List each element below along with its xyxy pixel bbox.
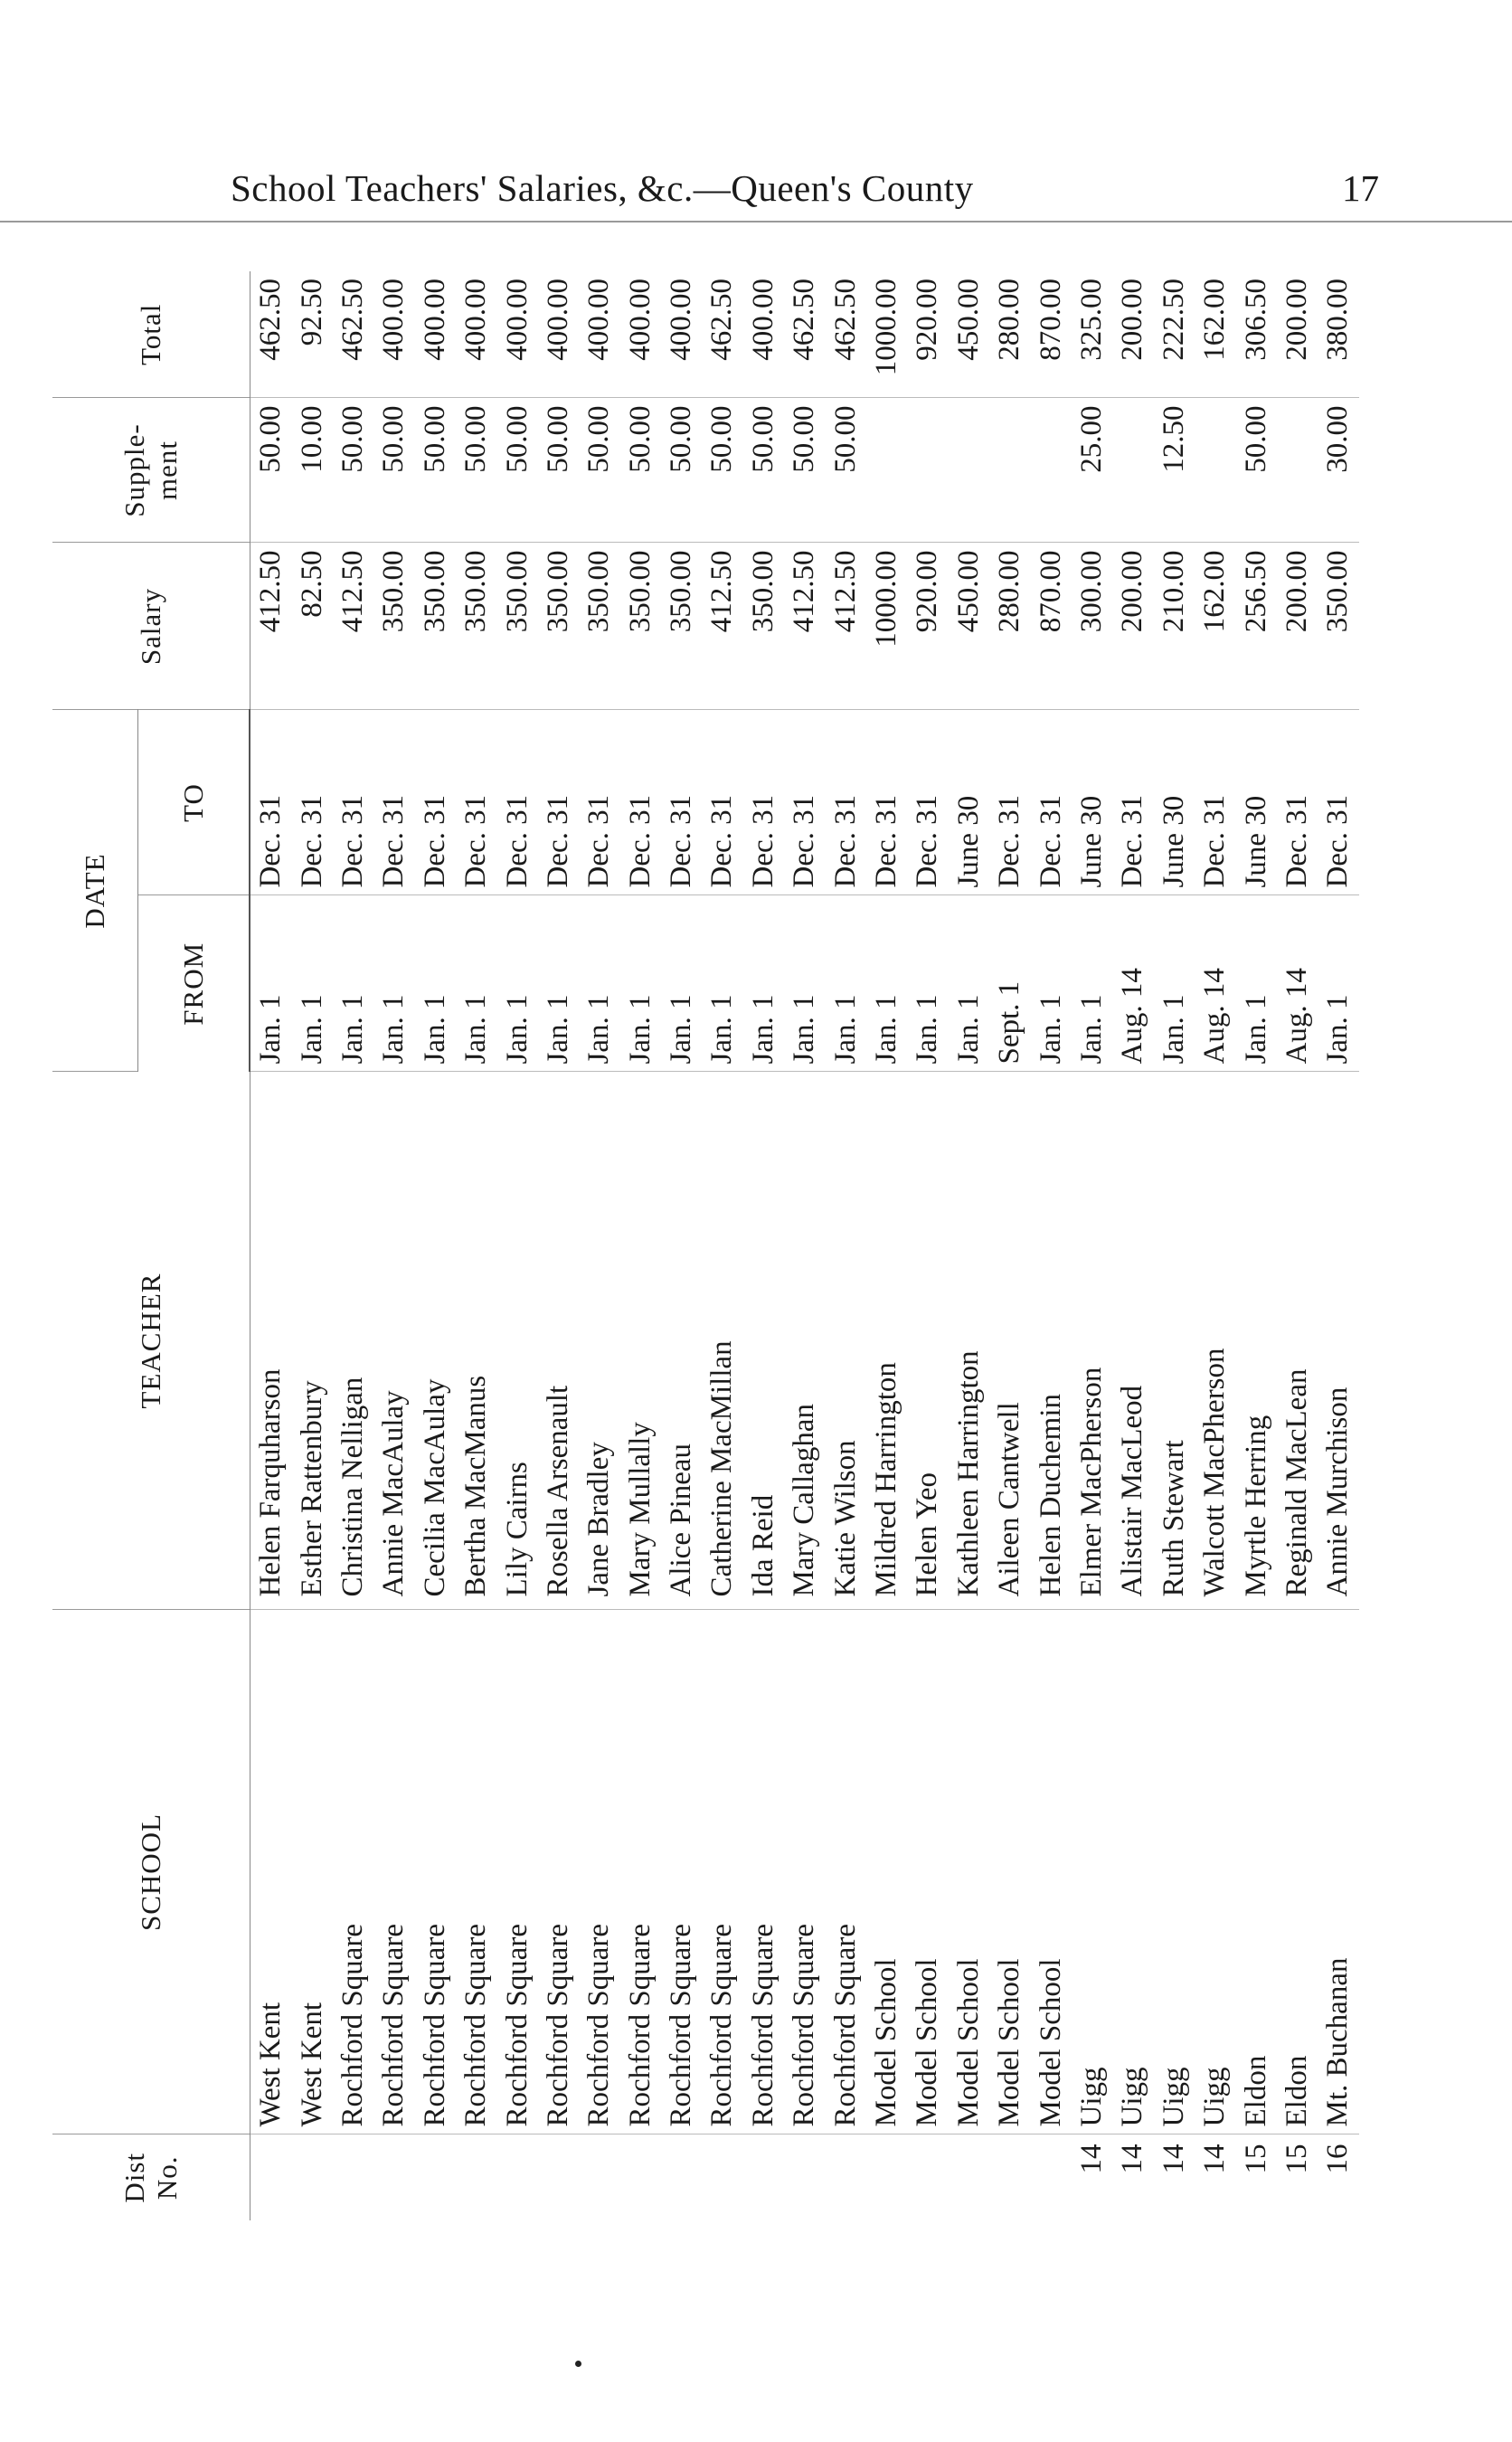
teacher-cell: Mary Callaghan	[784, 1072, 825, 1610]
school-cell: Uigg	[1072, 1610, 1112, 2134]
date-to-cell: Dec. 31	[579, 710, 619, 895]
school-cell: Model School	[866, 1610, 907, 2134]
supplement-cell: 50.00	[620, 398, 661, 543]
dist-cell	[949, 2134, 989, 2220]
salary-cell: 450.00	[949, 543, 989, 710]
school-cell: Rochford Square	[496, 1610, 537, 2134]
salary-cell: 82.50	[291, 543, 332, 710]
school-cell: West Kent	[250, 1610, 291, 2134]
date-to-cell: Dec. 31	[989, 710, 1030, 895]
total-cell: 400.00	[415, 271, 456, 398]
school-cell: Model School	[989, 1610, 1030, 2134]
school-cell: Rochford Square	[743, 1610, 784, 2134]
date-from-cell: Jan. 1	[620, 895, 661, 1072]
date-from-cell: Jan. 1	[250, 895, 291, 1072]
date-from-cell: Jan. 1	[456, 895, 496, 1072]
salary-cell: 350.00	[579, 543, 619, 710]
date-from-cell: Jan. 1	[825, 895, 865, 1072]
dist-cell	[620, 2134, 661, 2220]
supplement-cell: 50.00	[702, 398, 742, 543]
dist-cell	[1030, 2134, 1071, 2220]
date-from-cell: Jan. 1	[784, 895, 825, 1072]
table-row	[907, 271, 948, 2220]
dist-cell: 14	[1198, 2144, 1232, 2174]
supplement-cell: 50.00	[496, 398, 537, 543]
supplement-cell: 50.00	[661, 398, 702, 543]
dist-cell: 14	[1116, 2144, 1149, 2174]
date-to-cell: June 30	[949, 710, 989, 895]
date-from-cell: Jan. 1	[291, 895, 332, 1072]
salary-cell: 870.00	[1030, 543, 1071, 710]
school-cell: Rochford Square	[333, 1610, 373, 2134]
date-from-cell: Jan. 1	[496, 895, 537, 1072]
supplement-cell: 50.00	[1235, 398, 1276, 543]
teacher-cell: Katie Wilson	[825, 1072, 865, 1610]
supplement-cell: 50.00	[579, 398, 619, 543]
school-cell: Mt. Buchanan	[1318, 1610, 1358, 2134]
teacher-cell: Alice Pineau	[661, 1072, 702, 1610]
running-head	[231, 166, 1379, 217]
col-header-date: DATE	[52, 710, 138, 1072]
school-cell: Eldon	[1277, 1610, 1318, 2134]
date-to-cell: Dec. 31	[538, 710, 579, 895]
salary-cell: 280.00	[989, 543, 1030, 710]
supplement-cell: 50.00	[784, 398, 825, 543]
total-cell: 222.50	[1154, 271, 1195, 398]
teacher-cell: Bertha MacManus	[456, 1072, 496, 1610]
supplement-cell: 50.00	[373, 398, 414, 543]
salary-cell: 350.00	[538, 543, 579, 710]
table-row	[743, 271, 784, 2220]
table-row	[456, 271, 496, 2220]
col-header-dist-no: Dist No.	[52, 2134, 250, 2220]
col-header-from: FROM	[138, 895, 250, 1072]
dist-cell	[661, 2134, 702, 2220]
school-cell: Rochford Square	[538, 1610, 579, 2134]
table-row	[1195, 271, 1235, 2220]
supplement-cell	[1030, 398, 1071, 543]
date-to-cell: Dec. 31	[620, 710, 661, 895]
col-header-total: Total	[52, 271, 250, 398]
date-from-cell: Jan. 1	[333, 895, 373, 1072]
supplement-cell: 25.00	[1072, 398, 1112, 543]
teacher-cell: Elmer MacPherson	[1072, 1072, 1112, 1610]
page-number: 17	[1342, 167, 1379, 209]
total-cell: 1000.00	[866, 271, 907, 398]
date-to-cell: Dec. 31	[496, 710, 537, 895]
teacher-cell: Kathleen Harrington	[949, 1072, 989, 1610]
total-cell: 162.00	[1195, 271, 1235, 398]
date-from-cell: Aug. 14	[1112, 895, 1153, 1072]
date-from-cell: Jan. 1	[1072, 895, 1112, 1072]
dist-cell	[702, 2134, 742, 2220]
date-from-cell: Jan. 1	[579, 895, 619, 1072]
dist-cell	[496, 2134, 537, 2220]
total-cell: 870.00	[1030, 271, 1071, 398]
total-cell: 400.00	[538, 271, 579, 398]
supplement-cell	[989, 398, 1030, 543]
date-from-cell: Jan. 1	[866, 895, 907, 1072]
total-cell: 462.50	[333, 271, 373, 398]
table-row	[250, 271, 291, 2220]
dist-cell	[373, 2134, 414, 2220]
dist-cell	[579, 2134, 619, 2220]
salary-cell: 412.50	[825, 543, 865, 710]
salary-cell: 350.00	[456, 543, 496, 710]
stray-dot	[575, 2361, 581, 2367]
salary-cell: 350.00	[661, 543, 702, 710]
supplement-cell: 10.00	[291, 398, 332, 543]
school-cell: Eldon	[1235, 1610, 1276, 2134]
school-cell: Rochford Square	[661, 1610, 702, 2134]
school-cell: Model School	[907, 1610, 948, 2134]
salary-cell: 412.50	[250, 543, 291, 710]
dist-cell	[415, 2134, 456, 2220]
salary-cell: 210.00	[1154, 543, 1195, 710]
total-cell: 400.00	[620, 271, 661, 398]
supplement-cell: 50.00	[415, 398, 456, 543]
supplement-cell	[949, 398, 989, 543]
school-cell: Rochford Square	[784, 1610, 825, 2134]
dist-cell	[250, 2134, 291, 2220]
dist-cell: 16	[1321, 2144, 1355, 2174]
teacher-cell: Helen Yeo	[907, 1072, 948, 1610]
date-to-cell: Dec. 31	[1195, 710, 1235, 895]
table-row	[1112, 271, 1153, 2220]
school-cell: Rochford Square	[456, 1610, 496, 2134]
teacher-cell: Annie Murchison	[1318, 1072, 1358, 1610]
school-cell: Rochford Square	[373, 1610, 414, 2134]
table-row	[1318, 271, 1358, 2220]
supplement-cell	[1195, 398, 1235, 543]
date-to-cell: Dec. 31	[373, 710, 414, 895]
date-from-cell: Jan. 1	[702, 895, 742, 1072]
table-row	[784, 271, 825, 2220]
teacher-cell: Catherine MacMillan	[702, 1072, 742, 1610]
teacher-cell: Ida Reid	[743, 1072, 784, 1610]
date-from-cell: Jan. 1	[949, 895, 989, 1072]
school-cell: Rochford Square	[579, 1610, 619, 2134]
salary-cell: 920.00	[907, 543, 948, 710]
total-cell: 92.50	[291, 271, 332, 398]
table-body	[250, 271, 1359, 2220]
date-to-cell: Dec. 31	[661, 710, 702, 895]
dist-cell	[989, 2134, 1030, 2220]
teacher-cell: Helen Farquharson	[250, 1072, 291, 1610]
total-cell: 400.00	[373, 271, 414, 398]
date-from-cell: Aug. 14	[1277, 895, 1318, 1072]
date-to-cell: Dec. 31	[1030, 710, 1071, 895]
teacher-cell: Rosella Arsenault	[538, 1072, 579, 1610]
date-to-cell: Dec. 31	[743, 710, 784, 895]
teacher-cell: Mary Mullally	[620, 1072, 661, 1610]
teacher-cell: Walcott MacPherson	[1195, 1072, 1235, 1610]
dist-cell	[538, 2134, 579, 2220]
dist-cell: 14	[1075, 2144, 1108, 2174]
table-row	[1154, 271, 1195, 2220]
salary-cell: 350.00	[496, 543, 537, 710]
dist-cell: 14	[1157, 2144, 1190, 2174]
date-to-cell: June 30	[1072, 710, 1112, 895]
salary-cell: 162.00	[1195, 543, 1235, 710]
supplement-cell	[1277, 398, 1318, 543]
total-cell: 462.50	[784, 271, 825, 398]
dist-cell	[743, 2134, 784, 2220]
supplement-cell	[866, 398, 907, 543]
salary-cell: 200.00	[1277, 543, 1318, 710]
date-from-cell: Jan. 1	[661, 895, 702, 1072]
table-row	[496, 271, 537, 2220]
school-cell: Model School	[949, 1610, 989, 2134]
date-to-cell: Dec. 31	[250, 710, 291, 895]
teacher-cell: Jane Bradley	[579, 1072, 619, 1610]
total-cell: 200.00	[1277, 271, 1318, 398]
supplement-cell: 30.00	[1318, 398, 1358, 543]
total-cell: 380.00	[1318, 271, 1358, 398]
date-from-cell: Sept. 1	[989, 895, 1030, 1072]
table-row	[1277, 271, 1318, 2220]
school-cell: West Kent	[291, 1610, 332, 2134]
supplement-cell: 50.00	[456, 398, 496, 543]
teacher-cell: Annie MacAulay	[373, 1072, 414, 1610]
col-header-supplement: Supple-ment	[52, 398, 250, 543]
date-from-cell: Jan. 1	[907, 895, 948, 1072]
salary-cell: 350.00	[415, 543, 456, 710]
table-row	[702, 271, 742, 2220]
date-from-cell: Jan. 1	[1030, 895, 1071, 1072]
salary-cell: 350.00	[373, 543, 414, 710]
supplement-cell: 50.00	[250, 398, 291, 543]
supplement-cell: 12.50	[1154, 398, 1195, 543]
supplement-cell	[1112, 398, 1153, 543]
salary-cell: 412.50	[702, 543, 742, 710]
teacher-cell: Ruth Stewart	[1154, 1072, 1195, 1610]
supplement-cell: 50.00	[538, 398, 579, 543]
date-from-cell: Jan. 1	[1318, 895, 1358, 1072]
table-row	[661, 271, 702, 2220]
col-header-to: TO	[138, 710, 250, 895]
date-to-cell: Dec. 31	[333, 710, 373, 895]
date-to-cell: Dec. 31	[866, 710, 907, 895]
table-row	[538, 271, 579, 2220]
school-cell: Model School	[1030, 1610, 1071, 2134]
date-to-cell: Dec. 31	[456, 710, 496, 895]
col-header-salary: Salary	[52, 543, 250, 710]
date-to-cell: Dec. 31	[1112, 710, 1153, 895]
supplement-cell: 50.00	[743, 398, 784, 543]
table-row	[866, 271, 907, 2220]
teacher-cell: Esther Rattenbury	[291, 1072, 332, 1610]
school-cell: Rochford Square	[825, 1610, 865, 2134]
salaries-table	[52, 271, 1359, 2220]
date-from-cell: Jan. 1	[415, 895, 456, 1072]
date-from-cell: Jan. 1	[743, 895, 784, 1072]
table-row	[1072, 271, 1112, 2220]
table-row	[291, 271, 332, 2220]
total-cell: 450.00	[949, 271, 989, 398]
total-cell: 462.50	[250, 271, 291, 398]
salary-cell: 350.00	[743, 543, 784, 710]
school-cell: Rochford Square	[415, 1610, 456, 2134]
teacher-cell: Christina Nelligan	[333, 1072, 373, 1610]
date-to-cell: Dec. 31	[702, 710, 742, 895]
header-rule	[0, 221, 1512, 222]
date-to-cell: Dec. 31	[825, 710, 865, 895]
table-row	[579, 271, 619, 2220]
col-header-teacher: TEACHER	[52, 1072, 250, 1610]
teacher-cell: Cecilia MacAulay	[415, 1072, 456, 1610]
table-row	[1030, 271, 1071, 2220]
dist-cell	[456, 2134, 496, 2220]
total-cell: 462.50	[702, 271, 742, 398]
table-row	[373, 271, 414, 2220]
table-row	[620, 271, 661, 2220]
total-cell: 400.00	[456, 271, 496, 398]
date-to-cell: Dec. 31	[784, 710, 825, 895]
dist-cell	[784, 2134, 825, 2220]
total-cell: 400.00	[496, 271, 537, 398]
salary-cell: 1000.00	[866, 543, 907, 710]
table-row	[1235, 271, 1276, 2220]
date-to-cell: Dec. 31	[291, 710, 332, 895]
school-cell: Uigg	[1154, 1610, 1195, 2134]
table-row	[825, 271, 865, 2220]
total-cell: 306.50	[1235, 271, 1276, 398]
date-to-cell: June 30	[1235, 710, 1276, 895]
rotated-table-container	[52, 271, 1445, 2220]
dist-cell	[866, 2134, 907, 2220]
date-from-cell: Jan. 1	[538, 895, 579, 1072]
dist-cell	[291, 2134, 332, 2220]
total-cell: 280.00	[989, 271, 1030, 398]
total-cell: 462.50	[825, 271, 865, 398]
dist-cell	[333, 2134, 373, 2220]
total-cell: 400.00	[579, 271, 619, 398]
teacher-cell: Helen Duchemin	[1030, 1072, 1071, 1610]
date-to-cell: Dec. 31	[1277, 710, 1318, 895]
date-to-cell: Dec. 31	[907, 710, 948, 895]
table-row	[333, 271, 373, 2220]
school-cell: Uigg	[1195, 1610, 1235, 2134]
date-from-cell: Jan. 1	[373, 895, 414, 1072]
salary-cell: 256.50	[1235, 543, 1276, 710]
school-cell: Rochford Square	[702, 1610, 742, 2134]
table-row	[989, 271, 1030, 2220]
salary-cell: 350.00	[620, 543, 661, 710]
teacher-cell: Lily Cairns	[496, 1072, 537, 1610]
total-cell: 325.00	[1072, 271, 1112, 398]
total-cell: 400.00	[743, 271, 784, 398]
salary-cell: 412.50	[784, 543, 825, 710]
school-cell: Rochford Square	[620, 1610, 661, 2134]
dist-cell	[825, 2134, 865, 2220]
col-header-school: SCHOOL	[52, 1610, 250, 2134]
salary-cell: 300.00	[1072, 543, 1112, 710]
teacher-cell: Mildred Harrington	[866, 1072, 907, 1610]
teacher-cell: Myrtle Herring	[1235, 1072, 1276, 1610]
table-row	[415, 271, 456, 2220]
teacher-cell: Reginald MacLean	[1277, 1072, 1318, 1610]
total-cell: 200.00	[1112, 271, 1153, 398]
date-to-cell: Dec. 31	[1318, 710, 1358, 895]
dist-cell	[907, 2134, 948, 2220]
page-title: School Teachers' Salaries, &c.—Queen's County	[231, 167, 974, 209]
salary-cell: 350.00	[1318, 543, 1358, 710]
salary-cell: 412.50	[333, 543, 373, 710]
date-from-cell: Aug. 14	[1195, 895, 1235, 1072]
supplement-cell: 50.00	[333, 398, 373, 543]
salary-cell: 200.00	[1112, 543, 1153, 710]
date-to-cell: June 30	[1154, 710, 1195, 895]
total-cell: 400.00	[661, 271, 702, 398]
dist-cell: 15	[1280, 2144, 1313, 2174]
supplement-cell: 50.00	[825, 398, 865, 543]
dist-cell: 15	[1239, 2144, 1272, 2174]
date-from-cell: Jan. 1	[1154, 895, 1195, 1072]
teacher-cell: Aileen Cantwell	[989, 1072, 1030, 1610]
table-row	[949, 271, 989, 2220]
supplement-cell	[907, 398, 948, 543]
school-cell: Uigg	[1112, 1610, 1153, 2134]
date-to-cell: Dec. 31	[415, 710, 456, 895]
total-cell: 920.00	[907, 271, 948, 398]
date-from-cell: Jan. 1	[1235, 895, 1276, 1072]
teacher-cell: Alistair MacLeod	[1112, 1072, 1153, 1610]
